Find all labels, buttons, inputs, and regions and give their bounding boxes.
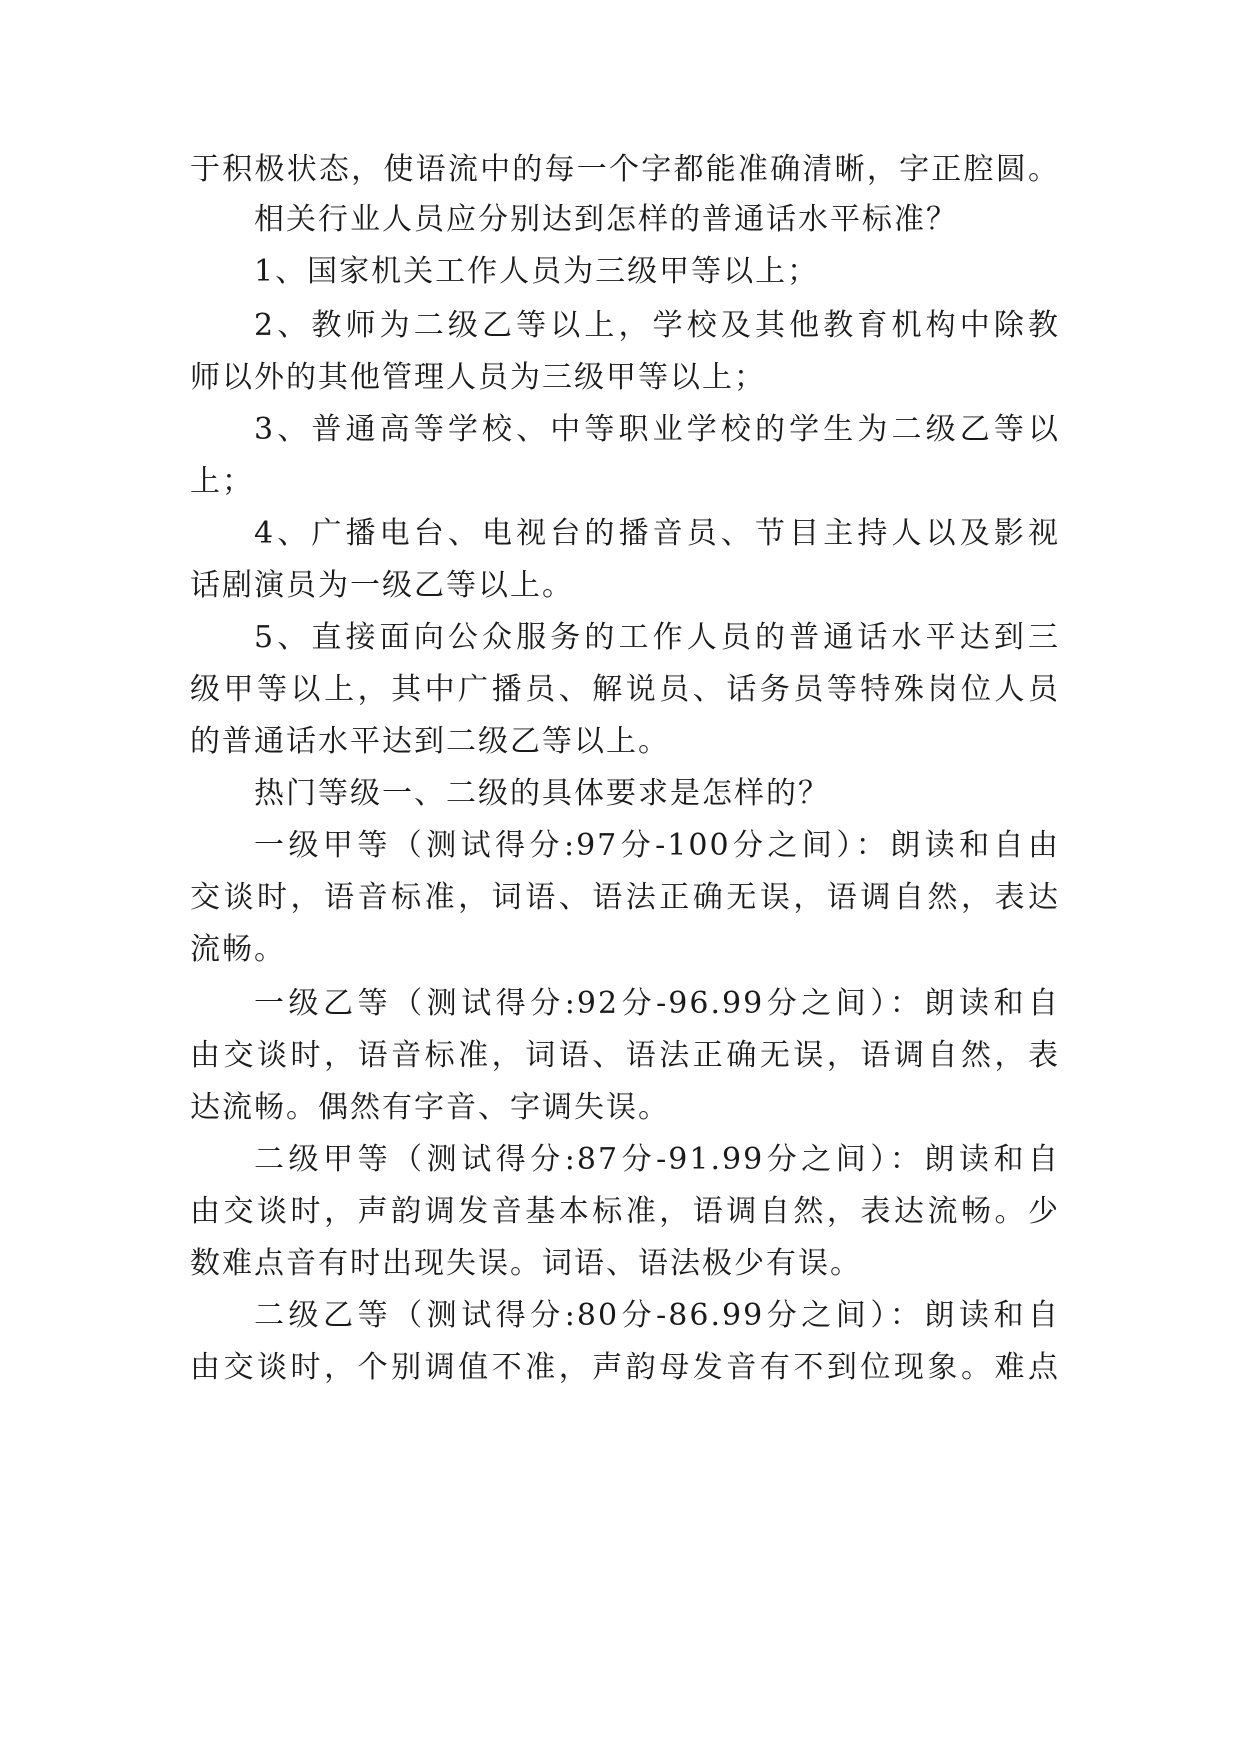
text-line: 数难点音有时出现失误。词语、语法极少有误。 <box>190 1246 862 1281</box>
text-line: 一级乙等（测试得分:92分-96.99分之间）：朗读和自 <box>254 986 1060 1021</box>
text-line: 一级甲等（测试得分:97分-100分之间）：朗读和自由 <box>254 828 1060 863</box>
text-line: 的普通话水平达到二级乙等以上。 <box>190 724 670 759</box>
text-line: 师以外的其他管理人员为三级甲等以上； <box>190 360 766 395</box>
text-line: 由交谈时，语音标准，词语、语法正确无误，语调自然，表 <box>190 1038 1060 1073</box>
text-line: 于积极状态，使语流中的每一个字都能准确清晰，字正腔圆。 <box>190 152 1060 187</box>
text-line: 相关行业人员应分别达到怎样的普通话水平标准？ <box>254 202 958 237</box>
text-line: 5、直接面向公众服务的工作人员的普通话水平达到三 <box>254 620 1060 655</box>
text-line: 1、国家机关工作人员为三级甲等以上； <box>254 254 820 289</box>
text-line: 由交谈时，个别调值不准，声韵母发音有不到位现象。难点 <box>190 1350 1060 1385</box>
text-line: 4、广播电台、电视台的播音员、节目主持人以及影视 <box>254 516 1060 551</box>
text-line: 达流畅。偶然有字音、字调失误。 <box>190 1090 670 1125</box>
text-line: 话剧演员为一级乙等以上。 <box>190 568 574 603</box>
text-line: 二级甲等（测试得分:87分-91.99分之间）：朗读和自 <box>254 1142 1060 1177</box>
text-line: 级甲等以上，其中广播员、解说员、话务员等特殊岗位人员 <box>190 672 1060 707</box>
text-line: 热门等级一、二级的具体要求是怎样的？ <box>254 776 830 811</box>
text-line: 交谈时，语音标准，词语、语法正确无误，语调自然，表达 <box>190 880 1060 915</box>
text-line: 上； <box>190 464 254 499</box>
text-line: 由交谈时，声韵调发音基本标准，语调自然，表达流畅。少 <box>190 1194 1060 1229</box>
text-line: 流畅。 <box>190 932 286 967</box>
text-line: 3、普通高等学校、中等职业学校的学生为二级乙等以 <box>254 412 1060 447</box>
text-line: 二级乙等（测试得分:80分-86.99分之间）：朗读和自 <box>254 1298 1060 1333</box>
text-line: 2、教师为二级乙等以上，学校及其他教育机构中除教 <box>254 308 1060 343</box>
